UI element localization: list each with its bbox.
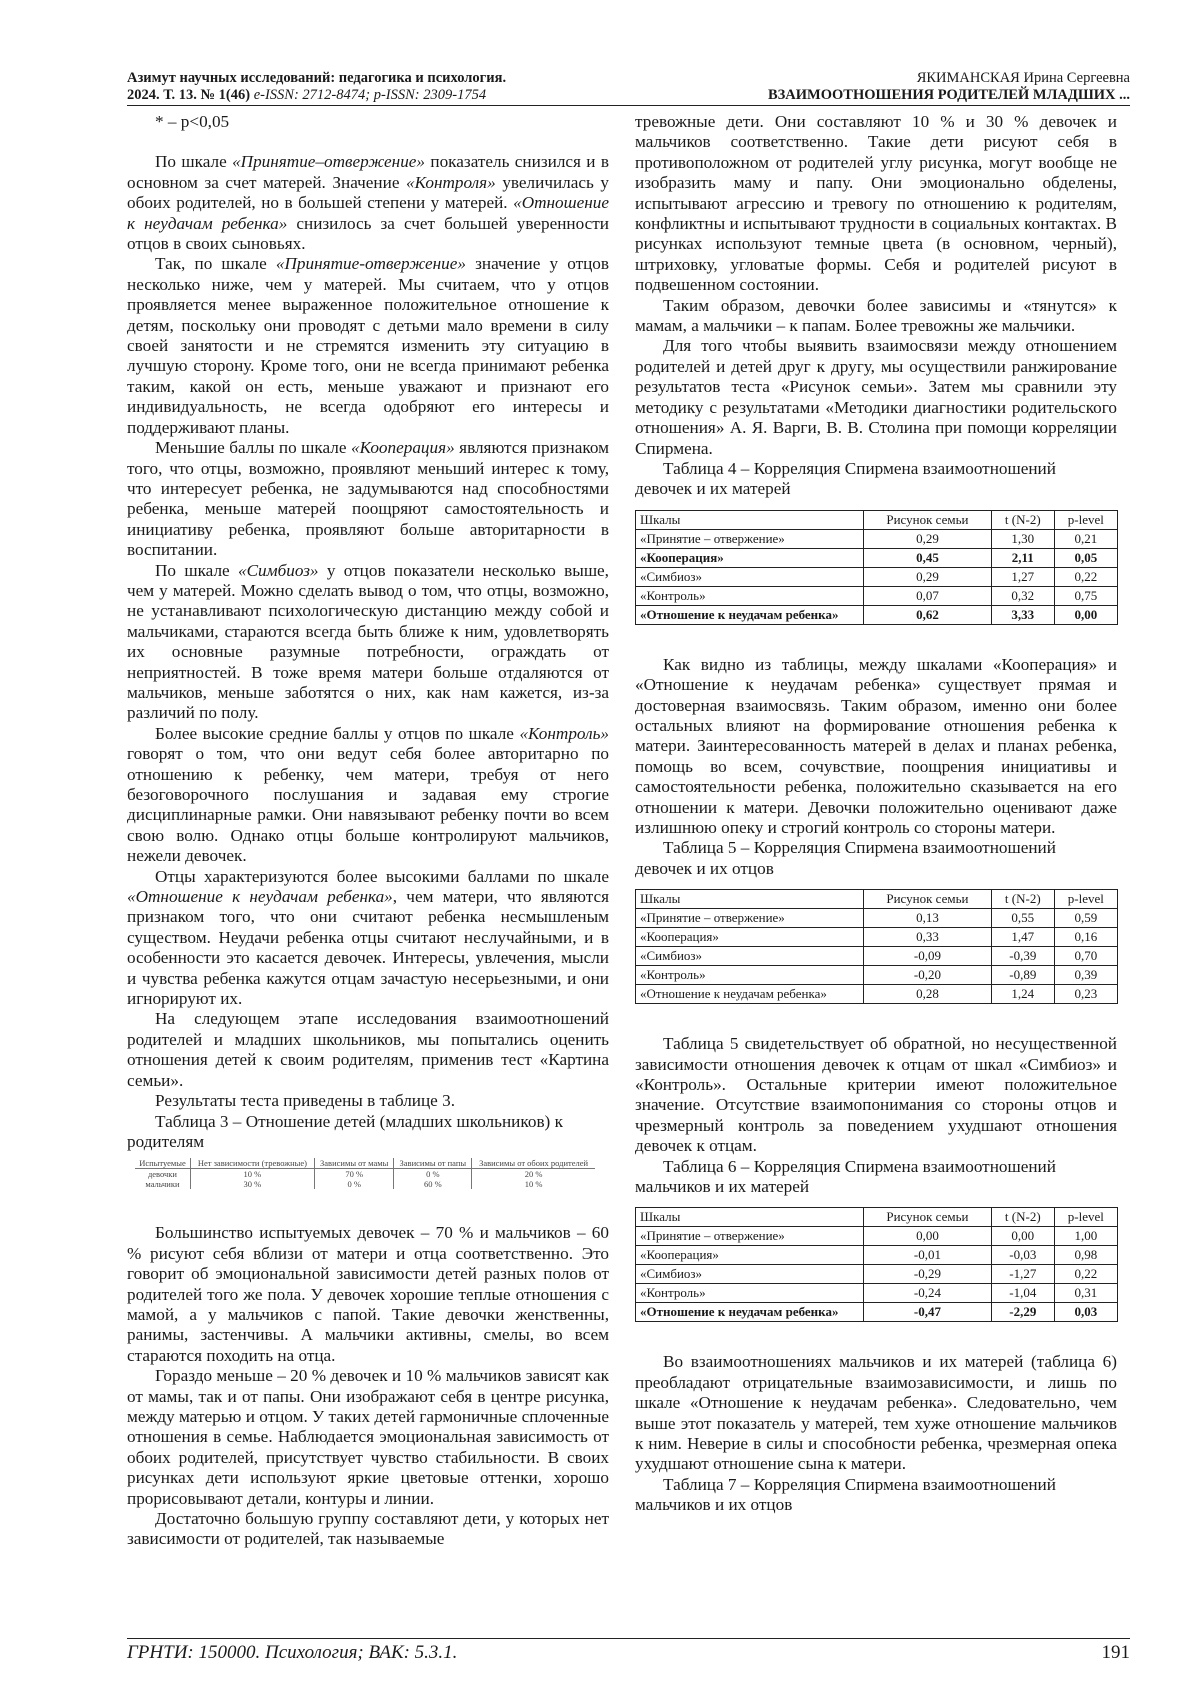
paragraph: Таблица 5 свидетельствует об обратной, но несущественной зависимости отношения девочек к отцам от шкал «Симбиоз» и «Контроль». Остальные критерии имеют положительное значение. Отсутствие взаимопонимания со стороны отцов и чрезмерный контроль за поведением ухудшают отношения девочек к отцам. (635, 1034, 1117, 1156)
table5-caption: Таблица 5 – Корреляция Спирмена взаимоотношений девочек и их отцов (635, 838, 1056, 878)
col-header: t (N-2) (991, 1208, 1054, 1227)
classification-codes: ГРНТИ: 150000. Психология; ВАК: 5.3.1. (127, 1642, 458, 1663)
page-header (127, 70, 1130, 104)
col-header: Шкалы (636, 1208, 864, 1227)
paragraph: Для того чтобы выявить взаимосвязи между отношением родителей и детей друг к другу, мы осуществили ранжирование результатов теста «Рисунок семьи». Затем мы сравнили эту методику с результатами «Методики диагностики родительского отношения» А. Я. Варги, В. В. Столина при помощи корреляции Спирмена. (635, 336, 1117, 458)
t3-header: Испытуемые (135, 1158, 190, 1169)
table-row: «Симбиоз» 0,29 1,27 0,22 (636, 567, 1118, 586)
page-number: 191 (1101, 1642, 1130, 1663)
paragraph: Во взаимоотношениях мальчиков и их матерей (таблица 6) преобладают отрицательные взаимозависимости, и лишь по шкале «Отношение к неудачам ребенка». Следовательно, чем выше этот показатель у матерей, тем хуже отношение мальчиков к ним. Неверие в силы и способности ребенка, чрезмерная опека ухудшают отношение сына к матери. (635, 1352, 1117, 1474)
table-row: «Кооперация» -0,01 -0,03 0,98 (636, 1246, 1118, 1265)
table-row: «Отношение к неудачам ребенка» 0,28 1,24 0,23 (636, 985, 1118, 1004)
table-row: «Симбиоз» -0,09 -0,39 0,70 (636, 947, 1118, 966)
t3-header: Нет зависимости (тревожные) (190, 1158, 314, 1169)
right-column (635, 112, 1117, 1516)
col-header: Рисунок семьи (864, 1208, 992, 1227)
table-row: мальчики 30 % 0 % 60 % 10 % (135, 1179, 595, 1189)
article-info (768, 70, 1130, 104)
table7-caption: Таблица 7 – Корреляция Спирмена взаимоотношений мальчиков и их отцов (635, 1474, 1056, 1515)
table-row: «Принятие – отвержение» 0,29 1,30 0,21 (636, 529, 1118, 548)
col-header: Шкалы (636, 890, 864, 909)
col-header: p-level (1054, 1208, 1117, 1227)
paragraph: По шкале «Принятие–отвержение» показатель снизился и в основном за счет матерей. Значение «Контроля» увеличилась у обоих родителей, но в большей степени у матерей. «Отношение к неудачам ребенка» снизилось за счет большей уверенности отцов в своих сыновьях. (127, 152, 610, 254)
table-row: «Контроль» 0,07 0,32 0,75 (636, 586, 1118, 605)
paragraph: Как видно из таблицы, между шкалами «Кооперация» и «Отношение к неудачам ребенка» существует прямая и достоверная взаимосвязь. Таким образом, именно они более остальных влияют на формирование отношения ребенка к матери. Заинтересованность матерей в делах и планах ребенка, помощь во всем, сочувствие, поощрения инициативы и самостоятельности ребенка, положительно сказывается на его отношении к матери. Девочки положительно оценивают даже излишнюю опеку и строгий контроль со стороны матери. (635, 654, 1117, 837)
paragraph: Так, по шкале «Принятие-отвержение» значение у отцов несколько ниже, чем у матерей. Мы считаем, что у отцов проявляется менее выраженное положительное отношение к детям, поскольку они проводят с детьми мало времени в силу своей занятости и не стремятся изменить эту ситуацию в лучшую сторону. Кроме того, они не всегда принимают ребенка таким, какой он есть, меньше уважают и признают его индивидуальность, не всегда одобряют его интересы и поддерживают планы. (127, 254, 609, 437)
table6-caption: Таблица 6 – Корреляция Спирмена взаимоотношений мальчиков и их матерей (635, 1156, 1056, 1197)
paragraph: тревожные дети. Они составляют 10 % и 30 % девочек и мальчиков соответственно. Такие дети рисуют себя в противоположном от родителей углу рисунка, могут вообще не изобразить маму и папу. Они эмоционально обделены, испытывают агрессию и тревогу по отношению к родителям, конфликтны и испытывают трудности в социальных контактах. В рисунках используют темные цвета (в основном, черный), штриховку, угловатые формы. Себя и родителей рисуют в подвешенном состоянии. (635, 112, 1117, 295)
table-row: «Контроль» -0,24 -1,04 0,31 (636, 1284, 1118, 1303)
page-footer (127, 1642, 1130, 1664)
t3-header: Зависимы от обоих родителей (472, 1158, 595, 1169)
journal-volume: 2024. Т. 13. № 1(46) (127, 87, 251, 103)
article-short-title: ВЗАИМООТНОШЕНИЯ РОДИТЕЛЕЙ МЛАДШИХ ... (767, 87, 1130, 103)
paragraph: Таким образом, девочки более зависимы и «тянутся» к мамам, а мальчики – к папам. Более тревожны же мальчики. (635, 295, 1117, 336)
col-header: Рисунок семьи (864, 510, 992, 529)
paragraph: Большинство испытуемых девочек – 70 % и мальчиков – 60 % рисуют себя вблизи от матери и отца соответственно. Это говорит об эмоциональной зависимости детей разных полов от родителей того же пола. У девочек хорошие теплые отношения с мамой, а у мальчиков с папой. Такие девочки женственны, ранимы, застенчивы. А мальчики активны, смелы, во всем стараются походить на отца. (127, 1223, 609, 1365)
table-row: «Принятие – отвержение» 0,13 0,55 0,59 (636, 909, 1118, 928)
table-row: «Отношение к неудачам ребенка» 0,62 3,33 0,00 (636, 605, 1118, 624)
journal-name: Азимут научных исследований: педагогика и психология. (127, 70, 507, 86)
paragraph: Достаточно большую группу составляют дети, у которых нет зависимости от родителей, так называемые (127, 1509, 609, 1549)
journal-info (127, 70, 506, 104)
t3-header: Зависимы от мамы (314, 1158, 394, 1169)
table3 (135, 1158, 595, 1189)
table-row: «Принятие – отвержение» 0,00 0,00 1,00 (636, 1227, 1118, 1246)
paragraph: Результаты теста приведены в таблице 3. (155, 1091, 455, 1111)
paragraph: Более высокие средние баллы у отцов по шкале «Контроль» говорят о том, что они ведут себя более авторитарно по отношению к ребенку, чем матери, требуя от него безоговорочного послушания и задавая ему строгие дисциплинарные рамки. Они навязывают ребенку почти во всем свою волю. Однако отцы больше контролируют мальчиков, нежели девочек. (127, 723, 609, 866)
col-header: p-level (1054, 510, 1117, 529)
paragraph: Отцы характеризуются более высокими баллами по шкале «Отношение к неудачам ребенка», чем матери, что являются признаком того, что они считают ребенка несмышленым существом. Неудачи ребенка отцы считают неслучайными, и в особенности это касается девочек. Интересы, увлечения, мысли и чувства ребенка кажутся отцам зачастую несерьезными, и они игнорируют их. (127, 866, 609, 1009)
table4 (635, 510, 1118, 625)
col-header: t (N-2) (991, 890, 1054, 909)
col-header: Шкалы (636, 510, 864, 529)
table-row: девочки 10 % 70 % 0 % 20 % (135, 1169, 595, 1180)
table4-caption: Таблица 4 – Корреляция Спирмена взаимоотношений девочек и их матерей (635, 458, 1056, 499)
paragraph: Меньшие баллы по шкале «Кооперация» являются признаком того, что отцы, возможно, проявляют меньший интерес к тому, что интересует ребенка, не задумываются над способностями ребенка, меньше матерей поощряют самостоятельность и инициативу ребенка, проявляют больше авторитарности в воспитании. (127, 438, 609, 560)
table5 (635, 889, 1118, 1004)
left-column (127, 112, 609, 1550)
table-row: «Кооперация» 0,45 2,11 0,05 (636, 548, 1118, 567)
author-name: ЯКИМАНСКАЯ Ирина Сергеевна (916, 70, 1130, 86)
col-header: t (N-2) (991, 510, 1054, 529)
table-row: «Кооперация» 0,33 1,47 0,16 (636, 928, 1118, 947)
table3-caption: Таблица 3 – Отношение детей (младших школьников) к родителям (127, 1111, 563, 1151)
paragraph: Гораздо меньше – 20 % девочек и 10 % мальчиков зависят как от мамы, так и от папы. Они изображают себя в центре рисунка, между матерью и отцом. У таких детей гармоничные сплоченные отношения в семье. Наблюдается эмоциональная зависимость от обоих родителей, присутствует чувство стабильности. В своих рисунках дети используют яркие цветовые оттенки, хорошо прорисовывают детали, контуры и линии. (127, 1366, 609, 1508)
paragraph: На следующем этапе исследования взаимоотношений родителей и младших школьников, мы попытались оценить отношения детей к своим родителям, применив тест «Картина семьи». (127, 1009, 609, 1090)
table-row: «Отношение к неудачам ребенка» -0,47 -2,29 0,03 (636, 1303, 1118, 1322)
paragraph: По шкале «Симбиоз» у отцов показатели несколько выше, чем у матерей. Можно сделать вывод о том, что отцы, возможно, не устанавливают психологическую дистанцию между собой и мальчиками, стараются всегда быть ближе к ним, удовлетворять их основные разумные потребности, ограждать от неприятностей. В тоже время матери больше отдаляются от мальчиков, меньше заботятся о них, как нам кажется, из-за различий по полу. (127, 560, 609, 723)
table-row: «Симбиоз» -0,29 -1,27 0,22 (636, 1265, 1118, 1284)
significance-note: * – p<0,05 (155, 112, 230, 131)
footer-rule (127, 1638, 1130, 1639)
header-rule (127, 105, 1130, 106)
t3-header: Зависимы от папы (394, 1158, 472, 1169)
col-header: Рисунок семьи (864, 890, 992, 909)
col-header: p-level (1054, 890, 1117, 909)
journal-issn: e-ISSN: 2712-8474; p-ISSN: 2309-1754 (250, 87, 487, 103)
table-row: «Контроль» -0,20 -0,89 0,39 (636, 966, 1118, 985)
table6 (635, 1207, 1118, 1322)
